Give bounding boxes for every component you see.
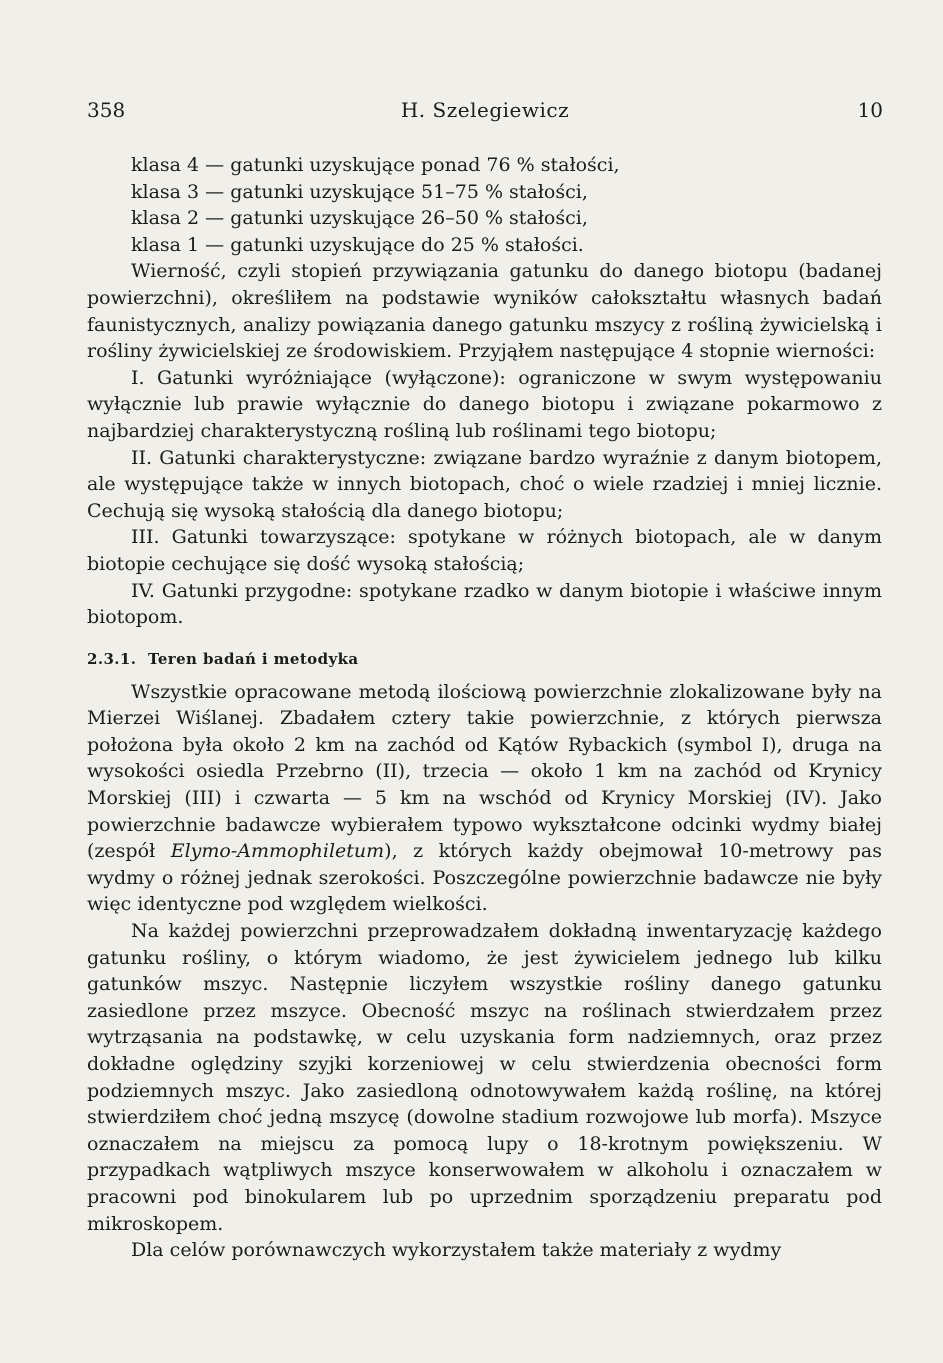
page-body [87, 152, 882, 1264]
fidelity-degree-3: III. Gatunki towarzyszące: spotykane w różnych biotopach, ale w danym biotopie cechujące się dość wysoką stałością; [87, 526, 882, 575]
paragraph-inventory: Na każdej powierzchni przeprowadzałem dokładną inwentaryzację każdego gatunku rośliny, o którym wiadomo, że jest żywicielem jednego lub kilku gatunków mszyc. Następnie liczyłem wszystkie rośliny danego gatunku zasiedlone przez mszyce. Obecność mszyc na roślinach stwierdzałem przez wytrząsania na podstawkę, w celu uzyskania form nadziemnych, oraz przez dokładne oględziny szyjki korzeniowej w celu stwierdzenia obecności form podziemnych mszyc. Jako zasiedloną odnotowywałem każdą roślinę, na której stwierdziłem choć jedną mszycę (dowolne stadium rozwojowe lub morfa). Mszyce oznaczałem na miejscu za pomocą lupy o 18-krotnym powiększeniu. W przypadkach wątpliwych mszyce konserwowałem w alkoholu i oznaczałem w pracowni pod binokularem lub po uprzednim sporządzeniu preparatu pod mikroskopem. [87, 920, 882, 1235]
section-title: Teren badań i metodyka [148, 649, 359, 668]
chapter-number: 10 [857, 98, 883, 122]
study-area-text-1: Wszystkie opracowane metodą ilościową powierzchnie zlokalizowane były na Mierzei Wiślanej. Zbadałem cztery takie powierzchnie, z których pierwsza położona była około 2 km na zachód od Kątów Rybackich (symbol I), druga na wysokości osiedla Przebrno (II), trzecia — około 1 km na zachód od Krynicy Morskiej (III) i czwarta — 5 km na wschód od Krynicy Morskiej (IV). Jako powierzchnie badawcze wybierałem typowo wykształcone odcinki wydmy białej (zespół [87, 680, 882, 863]
section-number: 2.3.1. [87, 649, 137, 668]
constancy-class-1: klasa 1 — gatunki uzyskujące do 25 % stałości. [131, 233, 584, 256]
fidelity-degree-4: IV. Gatunki przygodne: spotykane rzadko w danym biotopie i właściwe innym biotopom. [87, 579, 882, 629]
section-heading [87, 649, 882, 669]
running-header [87, 98, 883, 128]
constancy-class-4: klasa 4 — gatunki uzyskujące ponad 76 % stałości, [131, 154, 620, 176]
paragraph-fidelity: Wierność, czyli stopień przywiązania gatunku do danego biotopu (badanej powierzchni), określiłem na podstawie wyników całokształtu własnych badań faunistycznych, analizy powiązania danego gatunku mszycy z rośliną żywicielską i rośliny żywicielskiej ze środowiskiem. Przyjąłem następujące 4 stopnie wierności: [87, 260, 882, 363]
running-author: H. Szelegiewicz [400, 98, 570, 122]
paragraph-study-area [87, 679, 882, 918]
fidelity-degree-2: II. Gatunki charakterystyczne: związane bardzo wyraźnie z danym biotopem, ale występujące także w innych biotopach, choć o wiele rzadziej i mniej licznie. Cechują się wysoką stałością dla danego biotopu; [87, 446, 882, 522]
fidelity-degree-1: I. Gatunki wyróżniające (wyłączone): ograniczone w swym występowaniu wyłącznie lub prawie wyłącznie do danego biotopu i związane pokarmowo z najbardziej charakterystyczną rośliną lub roślinami tego biotopu; [87, 366, 882, 442]
association-name: Elymo-Ammophiletum [170, 840, 385, 863]
study-area-text-2: ), z których każdy obejmował 10-metrowy pas wydmy o różnej jednak szerokości. Poszczególne powierzchnie badawcze nie były więc identyczne pod względem wielkości. [87, 840, 883, 916]
constancy-class-3: klasa 3 — gatunki uzyskujące 51–75 % stałości, [131, 180, 588, 203]
paragraph-comparison: Dla celów porównawczych wykorzystałem także materiały z wydmy [131, 1239, 782, 1262]
constancy-class-2: klasa 2 — gatunki uzyskujące 26–50 % stałości, [131, 207, 588, 230]
page-number: 358 [87, 98, 126, 122]
